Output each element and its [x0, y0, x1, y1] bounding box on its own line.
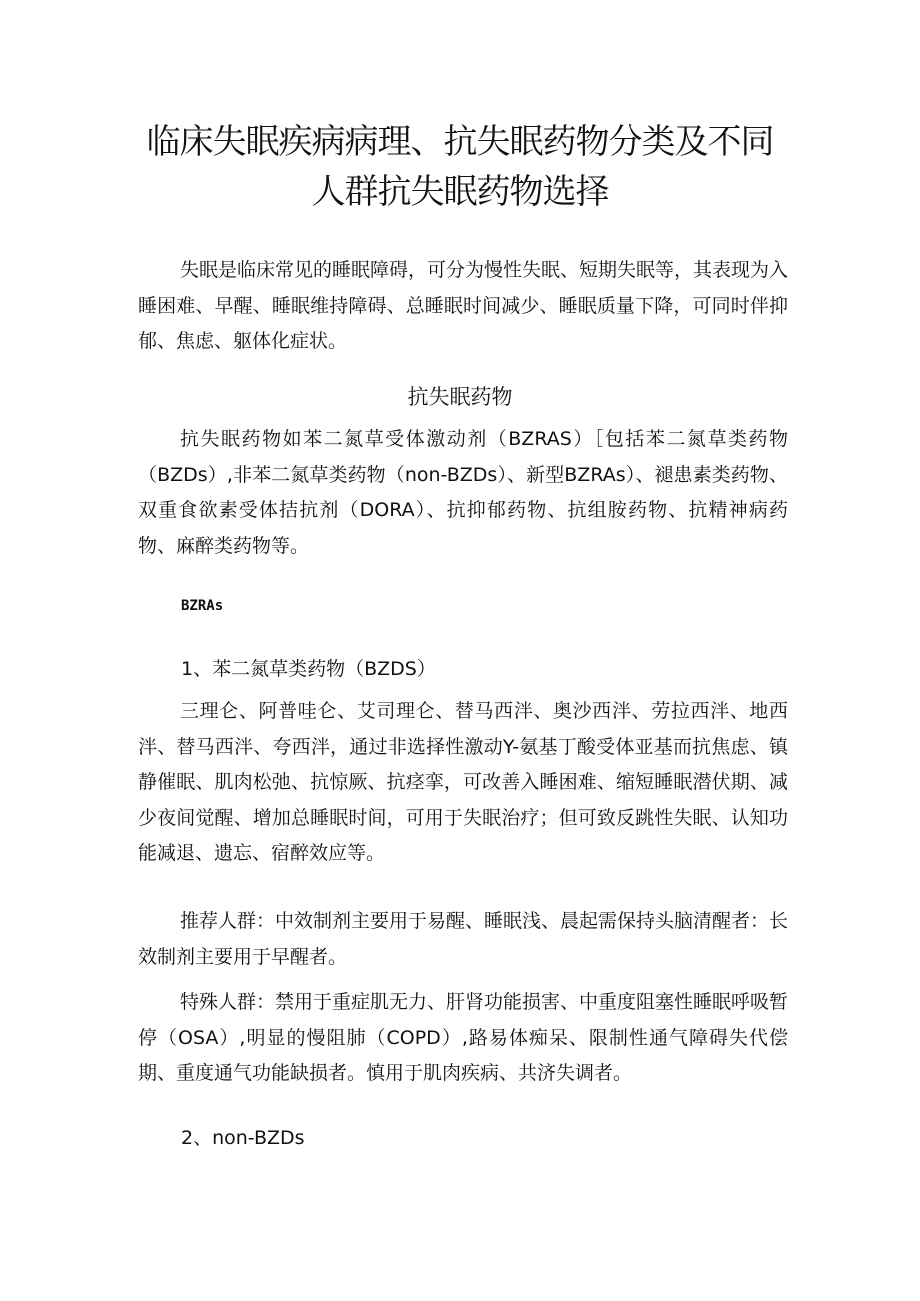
intro-paragraph: 失眠是临床常见的睡眠障碍，可分为慢性失眠、短期失眠等，其表现为入睡困难、早醒、睡眠维持障碍、总睡眠时间减少、睡眠质量下降，可同时伴抑郁、焦虑、躯体化症状。 [138, 259, 789, 352]
section-heading-anti-insomnia-drugs: 抗失眠药物 [407, 385, 513, 409]
document-title-line-2: 人群抗失眠药物选择 [311, 172, 609, 212]
subheading-non-bzds: 2、non-BZDs [181, 1127, 305, 1149]
bzds-description-paragraph: 三理仑、阿普哇仑、艾司理仑、替马西泮、奥沙西泮、劳拉西泮、地西泮、替马西泮、夸西泮，通过非选择性激动Y-氨基丁酸受体亚基而抗焦虑、镇静催眠、肌肉松弛、抗惊厥、抗痉挛，可改善入睡困难、缩短睡眠潜伏期、减少夜间觉醒、增加总睡眠时间，可用于失眠治疗；但可致反跳性失眠、认知功能减退、遗忘、宿醉效应等。 [138, 700, 788, 864]
special-population-paragraph: 特殊人群：禁用于重症肌无力、肝肾功能损害、中重度阻塞性睡眠呼吸暂停（OSA）,明显的慢阻肺（COPD）,路易体痴呆、限制性通气障碍失代偿期、重度通气功能缺损者。慎用于肌肉疾病、共济失调者。 [138, 991, 789, 1084]
document-title-line-1: 临床失眠疾病病理、抗失眠药物分类及不同 [146, 122, 774, 162]
drug-classes-paragraph: 抗失眠药物如苯二氮草受体激动剂（BZRAS）［包括苯二氮草类药物（BZDs）,非苯二氮草类药物（non-BZDs）、新型BZRAs）、褪患素类药物、双重食欲素受体拮抗剂（DORA）、抗抑郁药物、抗组胺药物、抗精神病药物、麻醉类药物等。 [138, 428, 788, 557]
recommended-population-paragraph: 推荐人群：中效制剂主要用于易醒、睡眠浅、晨起需保持头脑清醒者：长效制剂主要用于早醒者。 [138, 910, 789, 968]
subheading-bzds: 1、苯二氮草类药物（BZDS） [181, 658, 436, 680]
bzras-label: BZRAs [181, 598, 224, 614]
